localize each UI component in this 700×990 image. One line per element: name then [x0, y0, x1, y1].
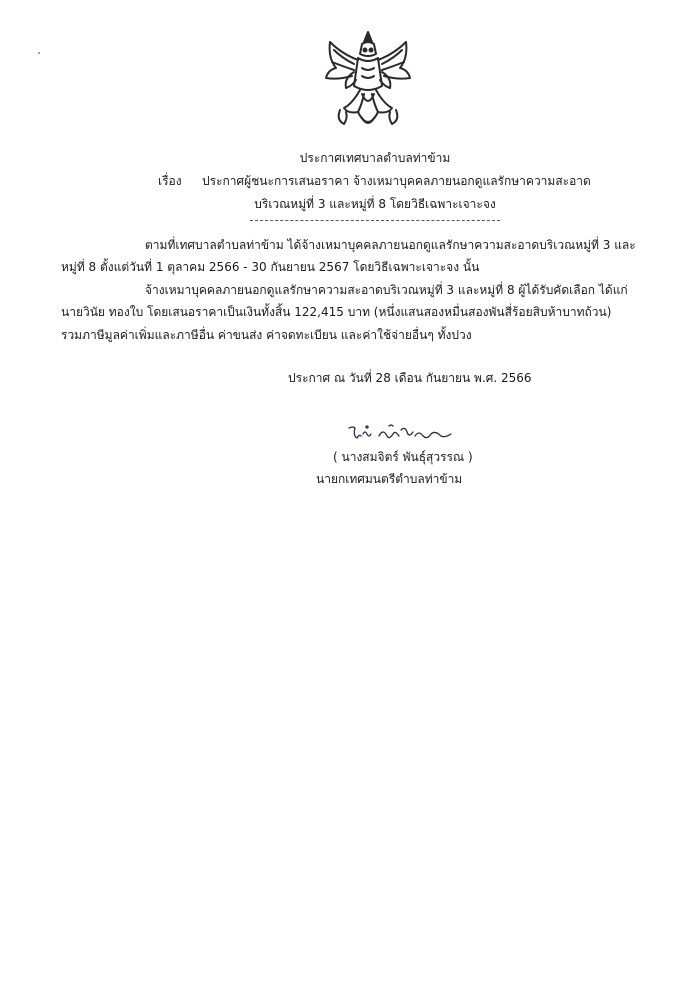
- subject-line: [158, 173, 591, 189]
- heading-divider: [250, 220, 500, 221]
- subject-line-2: บริเวณหมู่ที่ 3 และหมู่ที่ 8 โดยวิธีเฉพาะเจาะจง: [254, 197, 496, 211]
- subject-text: ประกาศผู้ชนะการเสนอราคา จ้างเหมาบุคคลภายนอกดูแลรักษาความสะอาด: [202, 174, 591, 188]
- announcement-date: ประกาศ ณ วันที่ 28 เดือน กันยายน พ.ศ. 2566: [288, 371, 532, 385]
- organization-heading: ประกาศเทศบาลตำบลท่าข้าม: [299, 151, 451, 165]
- paragraph-2-line-3: รวมภาษีมูลค่าเพิ่มและภาษีอื่น ค่าขนส่ง ค่าจดทะเบียน และค่าใช้จ่ายอื่นๆ ทั้งปวง: [61, 328, 472, 342]
- garuda-emblem-icon: [322, 28, 414, 140]
- signer-name: ( นางสมจิตร์ พันธุ์สุวรรณ ): [333, 450, 473, 464]
- signer-position: นายกเทศมนตรีตำบลท่าข้าม: [316, 472, 463, 486]
- subject-label: เรื่อง: [158, 174, 182, 188]
- scan-speck: [38, 52, 40, 54]
- paragraph-2-line-2: นายวินัย ทองใบ โดยเสนอราคาเป็นเงินทั้งสิ้น 122,415 บาท (หนึ่งแสนสองหมื่นสองพันสี่ร้อยสิบห้าบาทถ้วน): [61, 305, 612, 319]
- handwritten-signature: [345, 422, 455, 446]
- paragraph-2-line-1: จ้างเหมาบุคคลภายนอกดูแลรักษาความสะอาดบริเวณหมู่ที่ 3 และหมู่ที่ 8 ผู้ได้รับคัดเลือก ได้แก่: [145, 283, 628, 297]
- paragraph-1-line-1: ตามที่เทศบาลตำบลท่าข้าม ได้จ้างเหมาบุคคลภายนอกดูแลรักษาความสะอาดบริเวณหมู่ที่ 3 และ: [145, 238, 636, 252]
- paragraph-1-line-2: หมู่ที่ 8 ตั้งแต่วันที่ 1 ตุลาคม 2566 - 30 กันยายน 2567 โดยวิธีเฉพาะเจาะจง นั้น: [61, 260, 480, 274]
